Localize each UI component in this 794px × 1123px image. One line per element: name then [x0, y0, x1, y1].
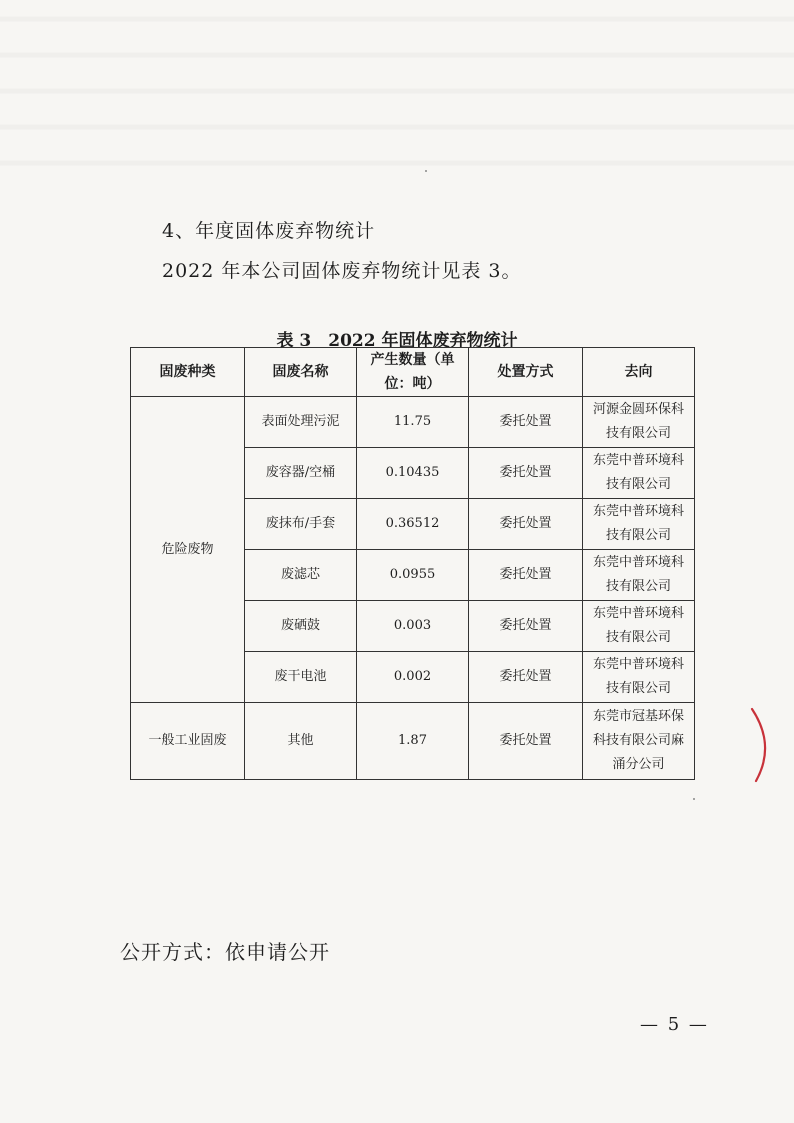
method-cell: 委托处置 [469, 499, 583, 550]
quantity-cell: 1.87 [357, 703, 469, 780]
header-destination: 去向 [583, 348, 695, 397]
destination-cell: 东莞中普环境科技有限公司 [583, 550, 695, 601]
quantity-cell: 0.0955 [357, 550, 469, 601]
header-method: 处置方式 [469, 348, 583, 397]
quantity-cell: 0.003 [357, 601, 469, 652]
header-category: 固废种类 [131, 348, 245, 397]
table-row [131, 397, 695, 448]
intro-paragraph: 2022 年本公司固体废弃物统计见表 3。 [162, 260, 522, 282]
method-cell: 委托处置 [469, 601, 583, 652]
table-header-row [131, 348, 695, 397]
method-cell: 委托处置 [469, 652, 583, 703]
section-heading: 4、年度固体废弃物统计 [162, 220, 376, 242]
disclosure-method: 公开方式：依申请公开 [120, 940, 330, 964]
header-quantity: 产生数量（单位：吨） [357, 348, 469, 397]
method-cell: 委托处置 [469, 397, 583, 448]
waste-name-cell: 废干电池 [245, 652, 357, 703]
category-cell: 危险废物 [131, 397, 245, 703]
waste-name-cell: 废硒鼓 [245, 601, 357, 652]
header-name: 固废名称 [245, 348, 357, 397]
category-cell: 一般工业固废 [131, 703, 245, 780]
page-number: — 5 — [640, 1014, 709, 1035]
waste-name-cell: 其他 [245, 703, 357, 780]
scan-speck [425, 170, 427, 172]
quantity-cell: 0.10435 [357, 448, 469, 499]
method-cell: 委托处置 [469, 448, 583, 499]
quantity-cell: 0.36512 [357, 499, 469, 550]
show-through-text [0, 0, 794, 190]
scan-speck [693, 798, 695, 800]
destination-cell: 东莞中普环境科技有限公司 [583, 499, 695, 550]
quantity-cell: 0.002 [357, 652, 469, 703]
table-row [131, 703, 695, 780]
waste-name-cell: 废滤芯 [245, 550, 357, 601]
destination-cell: 东莞中普环境科技有限公司 [583, 652, 695, 703]
waste-statistics-table [130, 347, 695, 780]
method-cell: 委托处置 [469, 703, 583, 780]
destination-cell: 东莞市冠基环保科技有限公司麻涌分公司 [583, 703, 695, 780]
destination-cell: 河源金圆环保科技有限公司 [583, 397, 695, 448]
destination-cell: 东莞中普环境科技有限公司 [583, 448, 695, 499]
waste-name-cell: 废抹布/手套 [245, 499, 357, 550]
waste-name-cell: 表面处理污泥 [245, 397, 357, 448]
method-cell: 委托处置 [469, 550, 583, 601]
red-stamp-edge [748, 705, 778, 785]
destination-cell: 东莞中普环境科技有限公司 [583, 601, 695, 652]
quantity-cell: 11.75 [357, 397, 469, 448]
table-caption: 表 3 2022 年固体废弃物统计 [276, 331, 518, 351]
waste-name-cell: 废容器/空桶 [245, 448, 357, 499]
